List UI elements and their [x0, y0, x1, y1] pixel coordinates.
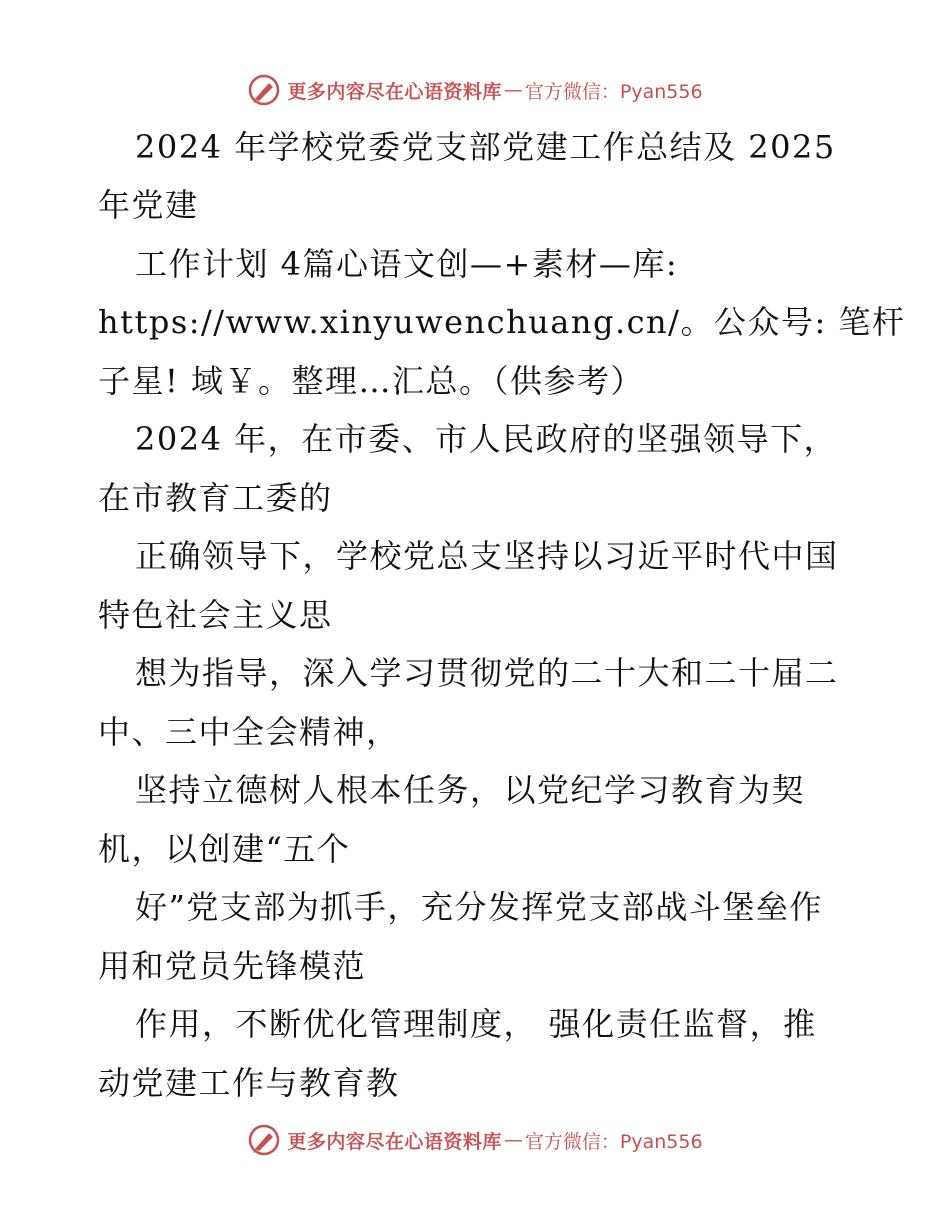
- text-line: 用和党员先锋模范: [98, 947, 367, 985]
- text-line: 正确领导下，学校党总支坚持以习近平时代中国: [135, 537, 839, 575]
- text-line: 作用，不断优化管理制度， 强化责任监督，推: [135, 1005, 817, 1043]
- text-line: 2024 年，在市委、市人民政府的坚强领导下，: [135, 420, 838, 458]
- pen-logo-icon: [247, 1123, 281, 1157]
- banner-contact: 官方微信：Pyan556: [524, 80, 703, 103]
- text-line: 年党建: [98, 186, 199, 224]
- text-line: 子星! 域￥。整理…汇总。（供参考）: [98, 362, 645, 400]
- text-line: 特色社会主义思: [98, 596, 333, 634]
- text-line: 坚持立德树人根本任务，以党纪学习教育为契: [135, 771, 806, 809]
- banner-title: 更多内容尽在心语资料库: [287, 1130, 502, 1153]
- text-line: 在市教育工委的: [98, 479, 333, 517]
- banner-contact: 官方微信：Pyan556: [524, 1130, 703, 1153]
- text-line: 2024 年学校党委党支部党建工作总结及 2025: [135, 128, 836, 166]
- banner-dash: —: [503, 79, 523, 101]
- text-line: 动党建工作与教育教: [98, 1064, 400, 1102]
- text-line: https://www.xinyuwenchuang.cn/。公众号: 笔杆: [98, 303, 906, 341]
- text-line: 好”党支部为抓手，充分发挥党支部战斗堡垒作: [135, 888, 823, 926]
- text-line: 工作计划 4篇心语文创—+素材—库:: [135, 245, 679, 283]
- banner-dash: —: [503, 1129, 523, 1151]
- text-line: 机，以创建“五个: [98, 830, 351, 868]
- banner-title: 更多内容尽在心语资料库: [287, 80, 502, 103]
- header-banner: [0, 70, 950, 110]
- footer-banner: [0, 1120, 950, 1160]
- pen-logo-icon: [247, 73, 281, 107]
- text-line: 想为指导，深入学习贯彻党的二十大和二十届二: [135, 654, 839, 692]
- text-line: 中、三中全会精神，: [98, 713, 400, 751]
